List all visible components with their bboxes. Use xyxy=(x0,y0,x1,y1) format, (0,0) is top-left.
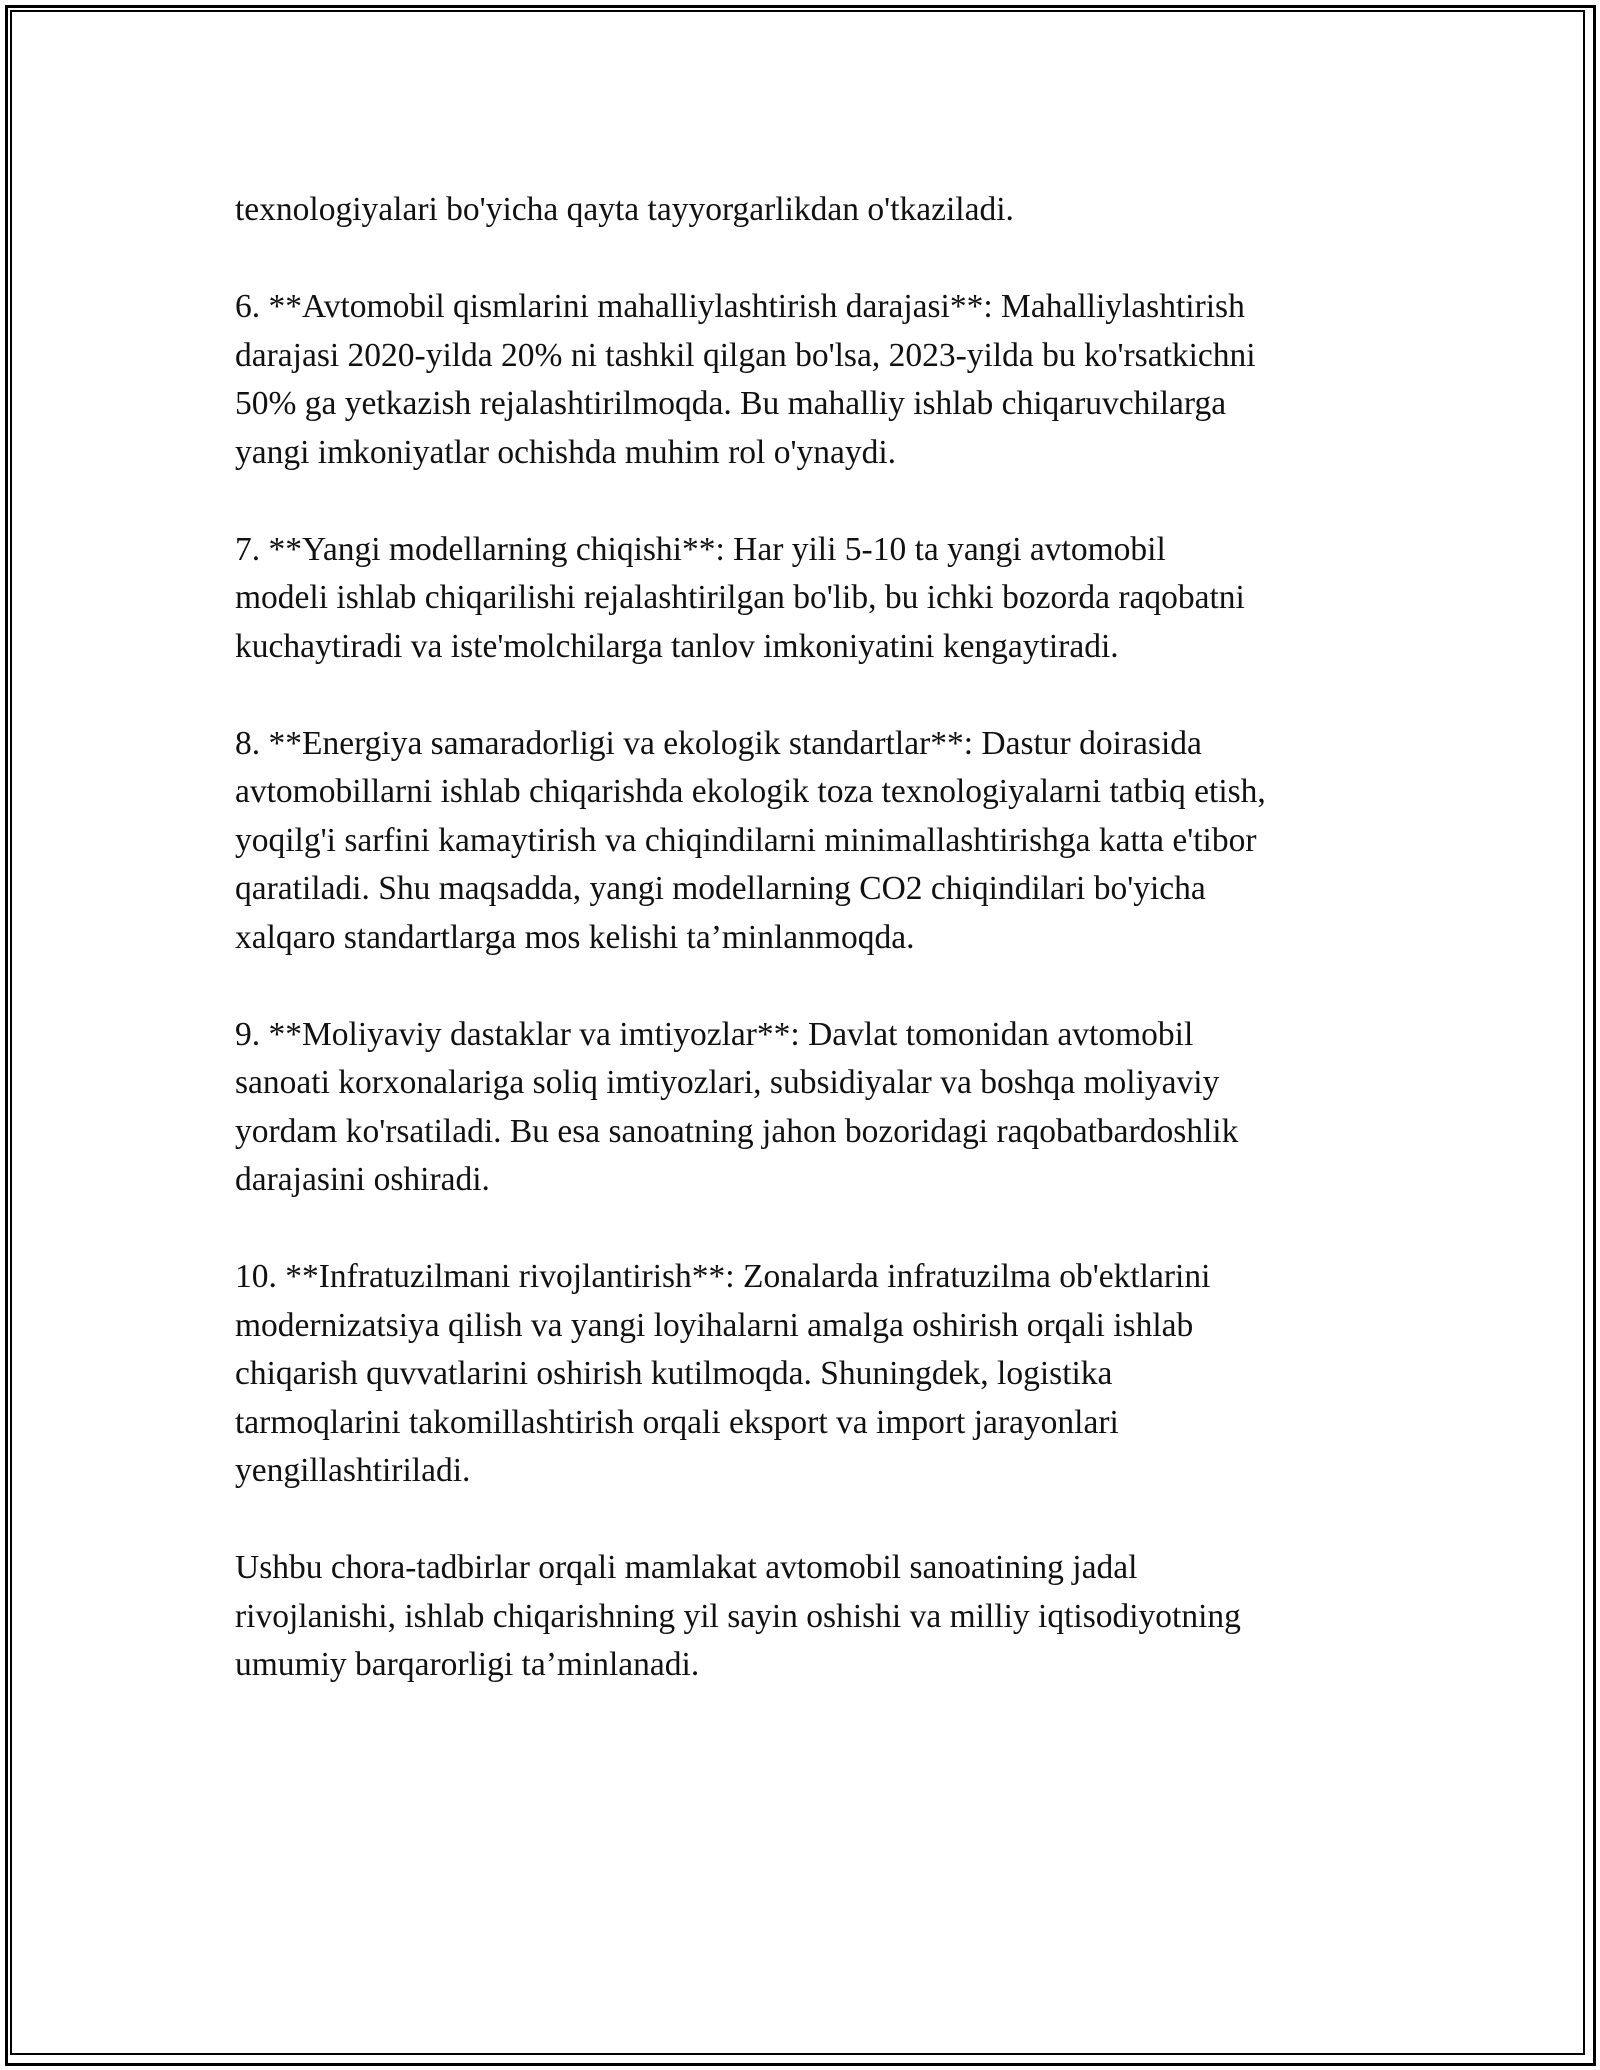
paragraph-item-7: 7. **Yangi modellarning chiqishi**: Har yili 5-10 ta yangi avtomobil modeli ishlab chiqarilishi rejalashtirilgan bo'lib, bu ichki bozorda raqobatni kuchaytiradi va iste'molchilarga tanlov imkoniyatini kengaytiradi. xyxy=(235,530,1245,665)
paragraph-item-9: 9. **Moliyaviy dastaklar va imtiyozlar**: Davlat tomonidan avtomobil sanoati korxonalariga soliq imtiyozlari, subsidiyalar va boshqa moliyaviy yordam ko'rsatiladi. Bu esa sanoatning jahon bozoridagi raqobatbardoshlik darajasini oshiradi. xyxy=(235,1015,1239,1198)
paragraph-conclusion: Ushbu chora-tadbirlar orqali mamlakat avtomobil sanoatining jadal rivojlanishi, ishlab chiqarishning yil sayin oshishi va milliy iqtisodiyotning umumiy barqarorligi ta’minlanadi. xyxy=(235,1549,1241,1683)
paragraph-item-6: 6. **Avtomobil qismlarini mahalliylashtirish darajasi**: Mahalliylashtirish darajasi 2020-yilda 20% ni tashkil qilgan bo'lsa, 2023-yilda bu ko'rsatkichni 50% ga yetkazish rejalashtirilmoqda. Bu mahalliy ishlab chiqaruvchilarga yangi imkoniyatlar ochishda muhim rol o'ynaydi. xyxy=(235,288,1256,471)
paragraph-item-8: 8. **Energiya samaradorligi va ekologik standartlar**: Dastur doirasida avtomobillarni ishlab chiqarishda ekologik toza texnologiyalarni tatbiq etish, yoqilg'i sarfini kamaytirish va chiqindilarni minimallashtirishga katta e'tibor qaratiladi. Shu maqsadda, yangi modellarning CO2 chiqindilari bo'yicha xalqaro standartlarga mos kelishi ta’minlanmoqda. xyxy=(235,724,1266,956)
document-body xyxy=(235,186,1375,1738)
paragraph-item-10: 10. **Infratuzilmani rivojlantirish**: Zonalarda infratuzilma ob'ektlarini modernizatsiya qilish va yangi loyihalarni amalga oshirish orqali ishlab chiqarish quvvatlarini oshirish kutilmoqda. Shuningdek, logistika tarmoqlarini takomillashtirish orqali eksport va import jarayonlari yengillashtiriladi. xyxy=(235,1258,1211,1489)
paragraph-continuation: texnologiyalari bo'yicha qayta tayyorgarlikdan o'tkaziladi. xyxy=(235,191,1014,228)
